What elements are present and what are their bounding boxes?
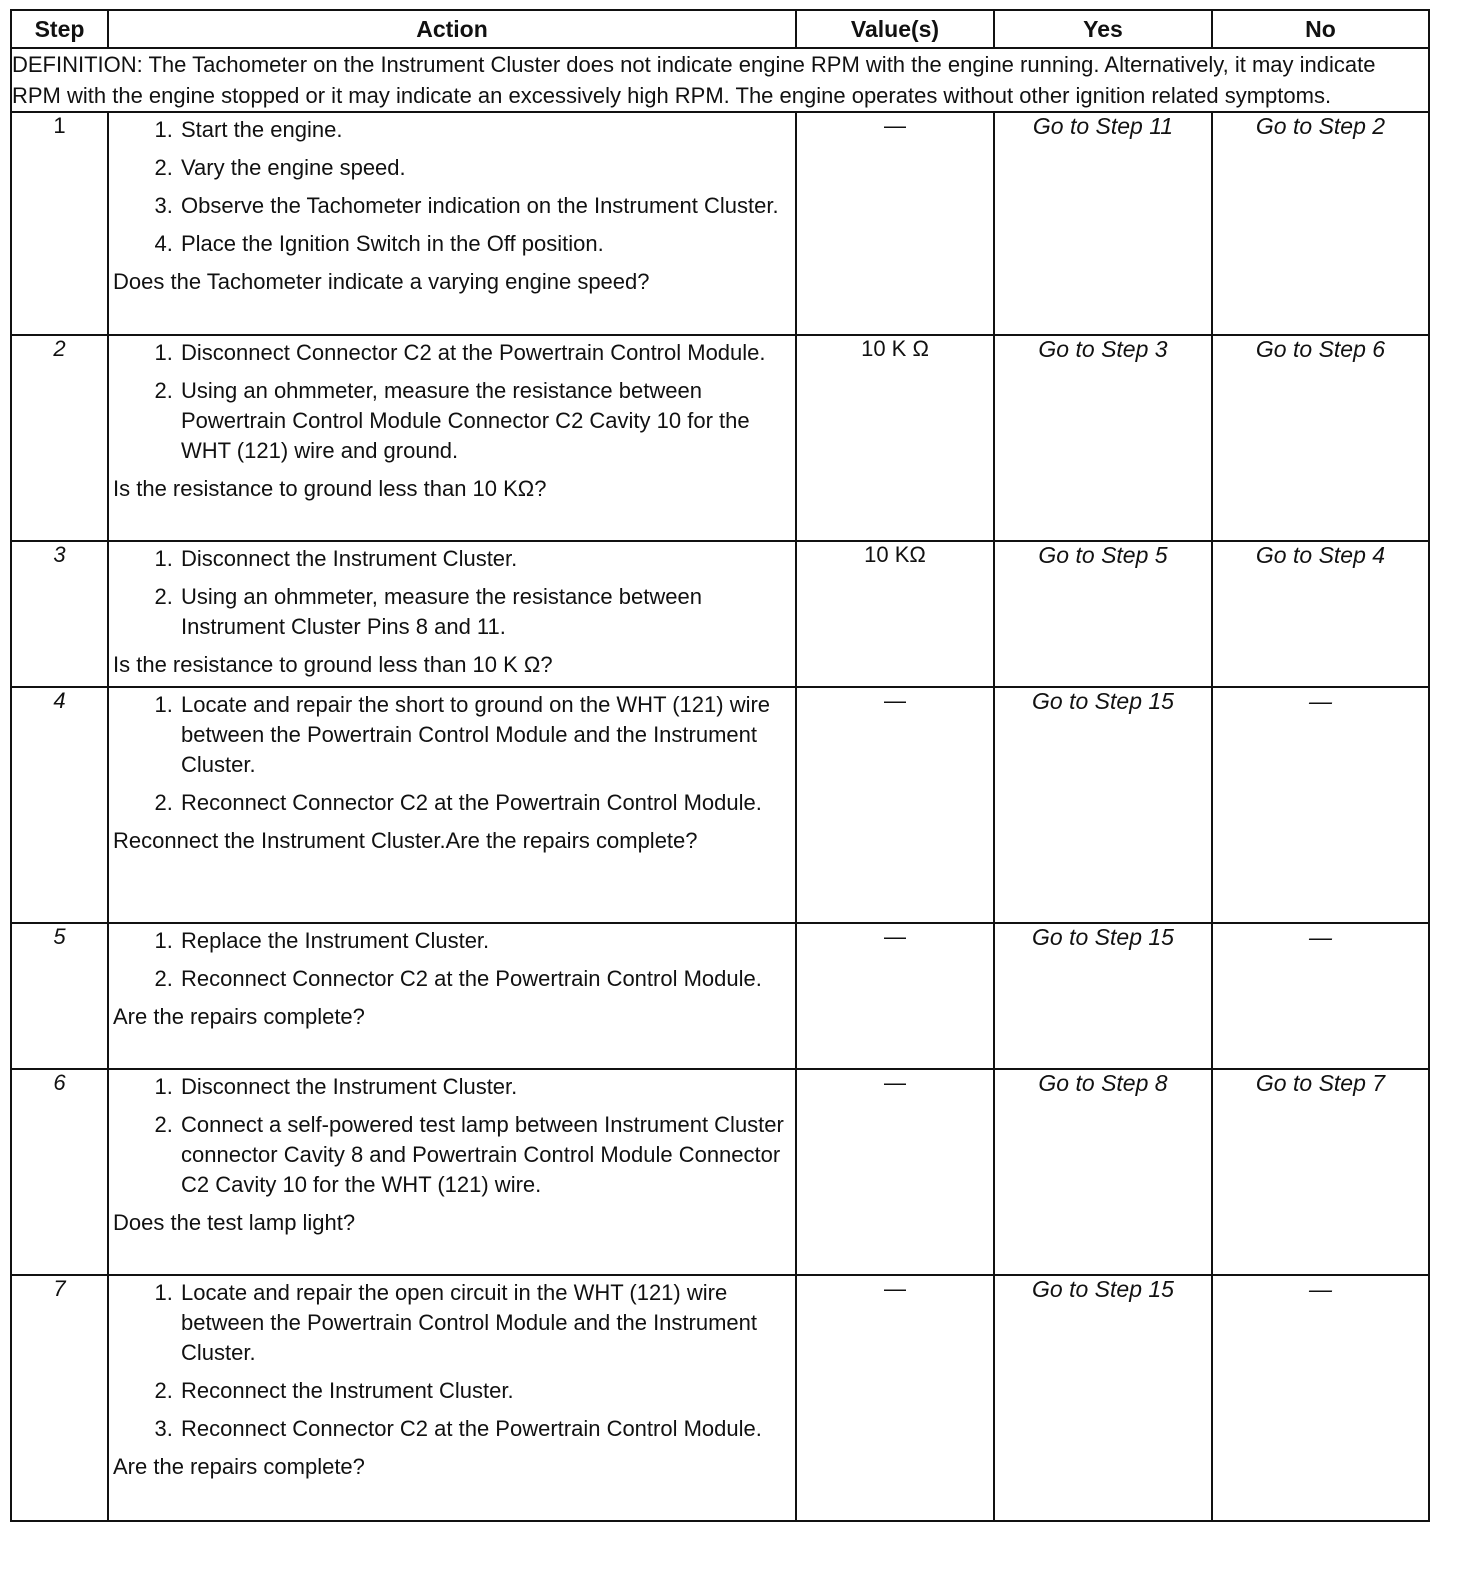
action-item: 2. Using an ohmmeter, measure the resistance between Powertrain Control Module Connector C2 Cavity 10 for the WHT (121) wire and ground.: [179, 376, 791, 466]
table-row: [11, 541, 1429, 687]
step-number: 7: [11, 1275, 108, 1521]
action-list: [109, 1072, 795, 1200]
value-cell: —: [796, 1069, 994, 1275]
action-cell: [108, 112, 796, 335]
header-no: No: [1212, 10, 1429, 48]
action-list: [109, 544, 795, 642]
action-cell: [108, 1275, 796, 1521]
action-question: Does the Tachometer indicate a varying engine speed?: [113, 269, 650, 294]
no-cell: Go to Step 2: [1212, 112, 1429, 335]
step-number: 1: [11, 112, 108, 335]
step-number: 6: [11, 1069, 108, 1275]
value-cell: —: [796, 923, 994, 1069]
header-values: Value(s): [796, 10, 994, 48]
header-step: Step: [11, 10, 108, 48]
header-row: [11, 10, 1429, 48]
table-row: [11, 335, 1429, 541]
no-cell: —: [1212, 923, 1429, 1069]
yes-cell: Go to Step 15: [994, 687, 1212, 923]
action-list: [109, 926, 795, 994]
step-number: 2: [11, 335, 108, 541]
diagnostic-table: [10, 9, 1430, 1522]
yes-cell: Go to Step 11: [994, 112, 1212, 335]
definition-row: [11, 48, 1429, 112]
yes-cell: Go to Step 5: [994, 541, 1212, 687]
action-list: [109, 1278, 795, 1444]
header-yes: Yes: [994, 10, 1212, 48]
action-question: Reconnect the Instrument Cluster.Are the repairs complete?: [113, 828, 698, 853]
header-action: Action: [108, 10, 796, 48]
no-cell: Go to Step 6: [1212, 335, 1429, 541]
step-number: 4: [11, 687, 108, 923]
no-cell: Go to Step 4: [1212, 541, 1429, 687]
value-cell: 10 KΩ: [796, 541, 994, 687]
no-cell: —: [1212, 1275, 1429, 1521]
action-list: [109, 338, 795, 466]
action-list: [109, 115, 795, 259]
no-cell: —: [1212, 687, 1429, 923]
table-row: [11, 1275, 1429, 1521]
action-cell: [108, 687, 796, 923]
action-item: 1. Locate and repair the short to ground on the WHT (121) wire between the Powertrain Control Module and the Instrument Cluster.: [179, 690, 791, 780]
action-cell: [108, 541, 796, 687]
action-item: 4. Place the Ignition Switch in the Off position.: [179, 229, 791, 259]
action-question: Are the repairs complete?: [113, 1454, 365, 1479]
action-item: 2. Reconnect the Instrument Cluster.: [179, 1376, 791, 1406]
action-item: 2. Vary the engine speed.: [179, 153, 791, 183]
no-cell: Go to Step 7: [1212, 1069, 1429, 1275]
action-item: 1. Disconnect Connector C2 at the Powertrain Control Module.: [179, 338, 791, 368]
value-cell: —: [796, 1275, 994, 1521]
action-item: 1. Replace the Instrument Cluster.: [179, 926, 791, 956]
action-item: 2. Reconnect Connector C2 at the Powertrain Control Module.: [179, 788, 791, 818]
action-item: 1. Start the engine.: [179, 115, 791, 145]
table-row: [11, 1069, 1429, 1275]
definition-text: DEFINITION: The Tachometer on the Instrument Cluster does not indicate engine RPM with the engine running. Alternatively, it may indicate RPM with the engine stopped or it may indicate an excessively high RPM. The engine operates without other ignition related symptoms.: [11, 48, 1429, 112]
table-row: [11, 923, 1429, 1069]
yes-cell: Go to Step 15: [994, 923, 1212, 1069]
step-number: 5: [11, 923, 108, 1069]
table-row: [11, 112, 1429, 335]
value-cell: 10 K Ω: [796, 335, 994, 541]
action-question: Is the resistance to ground less than 10 K Ω?: [113, 652, 553, 677]
action-cell: [108, 923, 796, 1069]
table-row: [11, 687, 1429, 923]
yes-cell: Go to Step 3: [994, 335, 1212, 541]
action-cell: [108, 335, 796, 541]
action-item: 3. Reconnect Connector C2 at the Powertrain Control Module.: [179, 1414, 791, 1444]
value-cell: —: [796, 112, 994, 335]
step-number: 3: [11, 541, 108, 687]
action-question: Is the resistance to ground less than 10 KΩ?: [113, 476, 547, 501]
action-cell: [108, 1069, 796, 1275]
action-question: Does the test lamp light?: [113, 1210, 356, 1235]
action-item: 2. Reconnect Connector C2 at the Powertrain Control Module.: [179, 964, 791, 994]
action-list: [109, 690, 795, 818]
action-item: 2. Connect a self-powered test lamp between Instrument Cluster connector Cavity 8 and Powertrain Control Module Connector C2 Cavity 10 for the WHT (121) wire.: [179, 1110, 791, 1200]
action-item: 1. Disconnect the Instrument Cluster.: [179, 544, 791, 574]
action-item: 3. Observe the Tachometer indication on the Instrument Cluster.: [179, 191, 791, 221]
yes-cell: Go to Step 15: [994, 1275, 1212, 1521]
action-item: 2. Using an ohmmeter, measure the resistance between Instrument Cluster Pins 8 and 11.: [179, 582, 791, 642]
action-question: Are the repairs complete?: [113, 1004, 365, 1029]
action-item: 1. Locate and repair the open circuit in the WHT (121) wire between the Powertrain Control Module and the Instrument Cluster.: [179, 1278, 791, 1368]
value-cell: —: [796, 687, 994, 923]
yes-cell: Go to Step 8: [994, 1069, 1212, 1275]
action-item: 1. Disconnect the Instrument Cluster.: [179, 1072, 791, 1102]
